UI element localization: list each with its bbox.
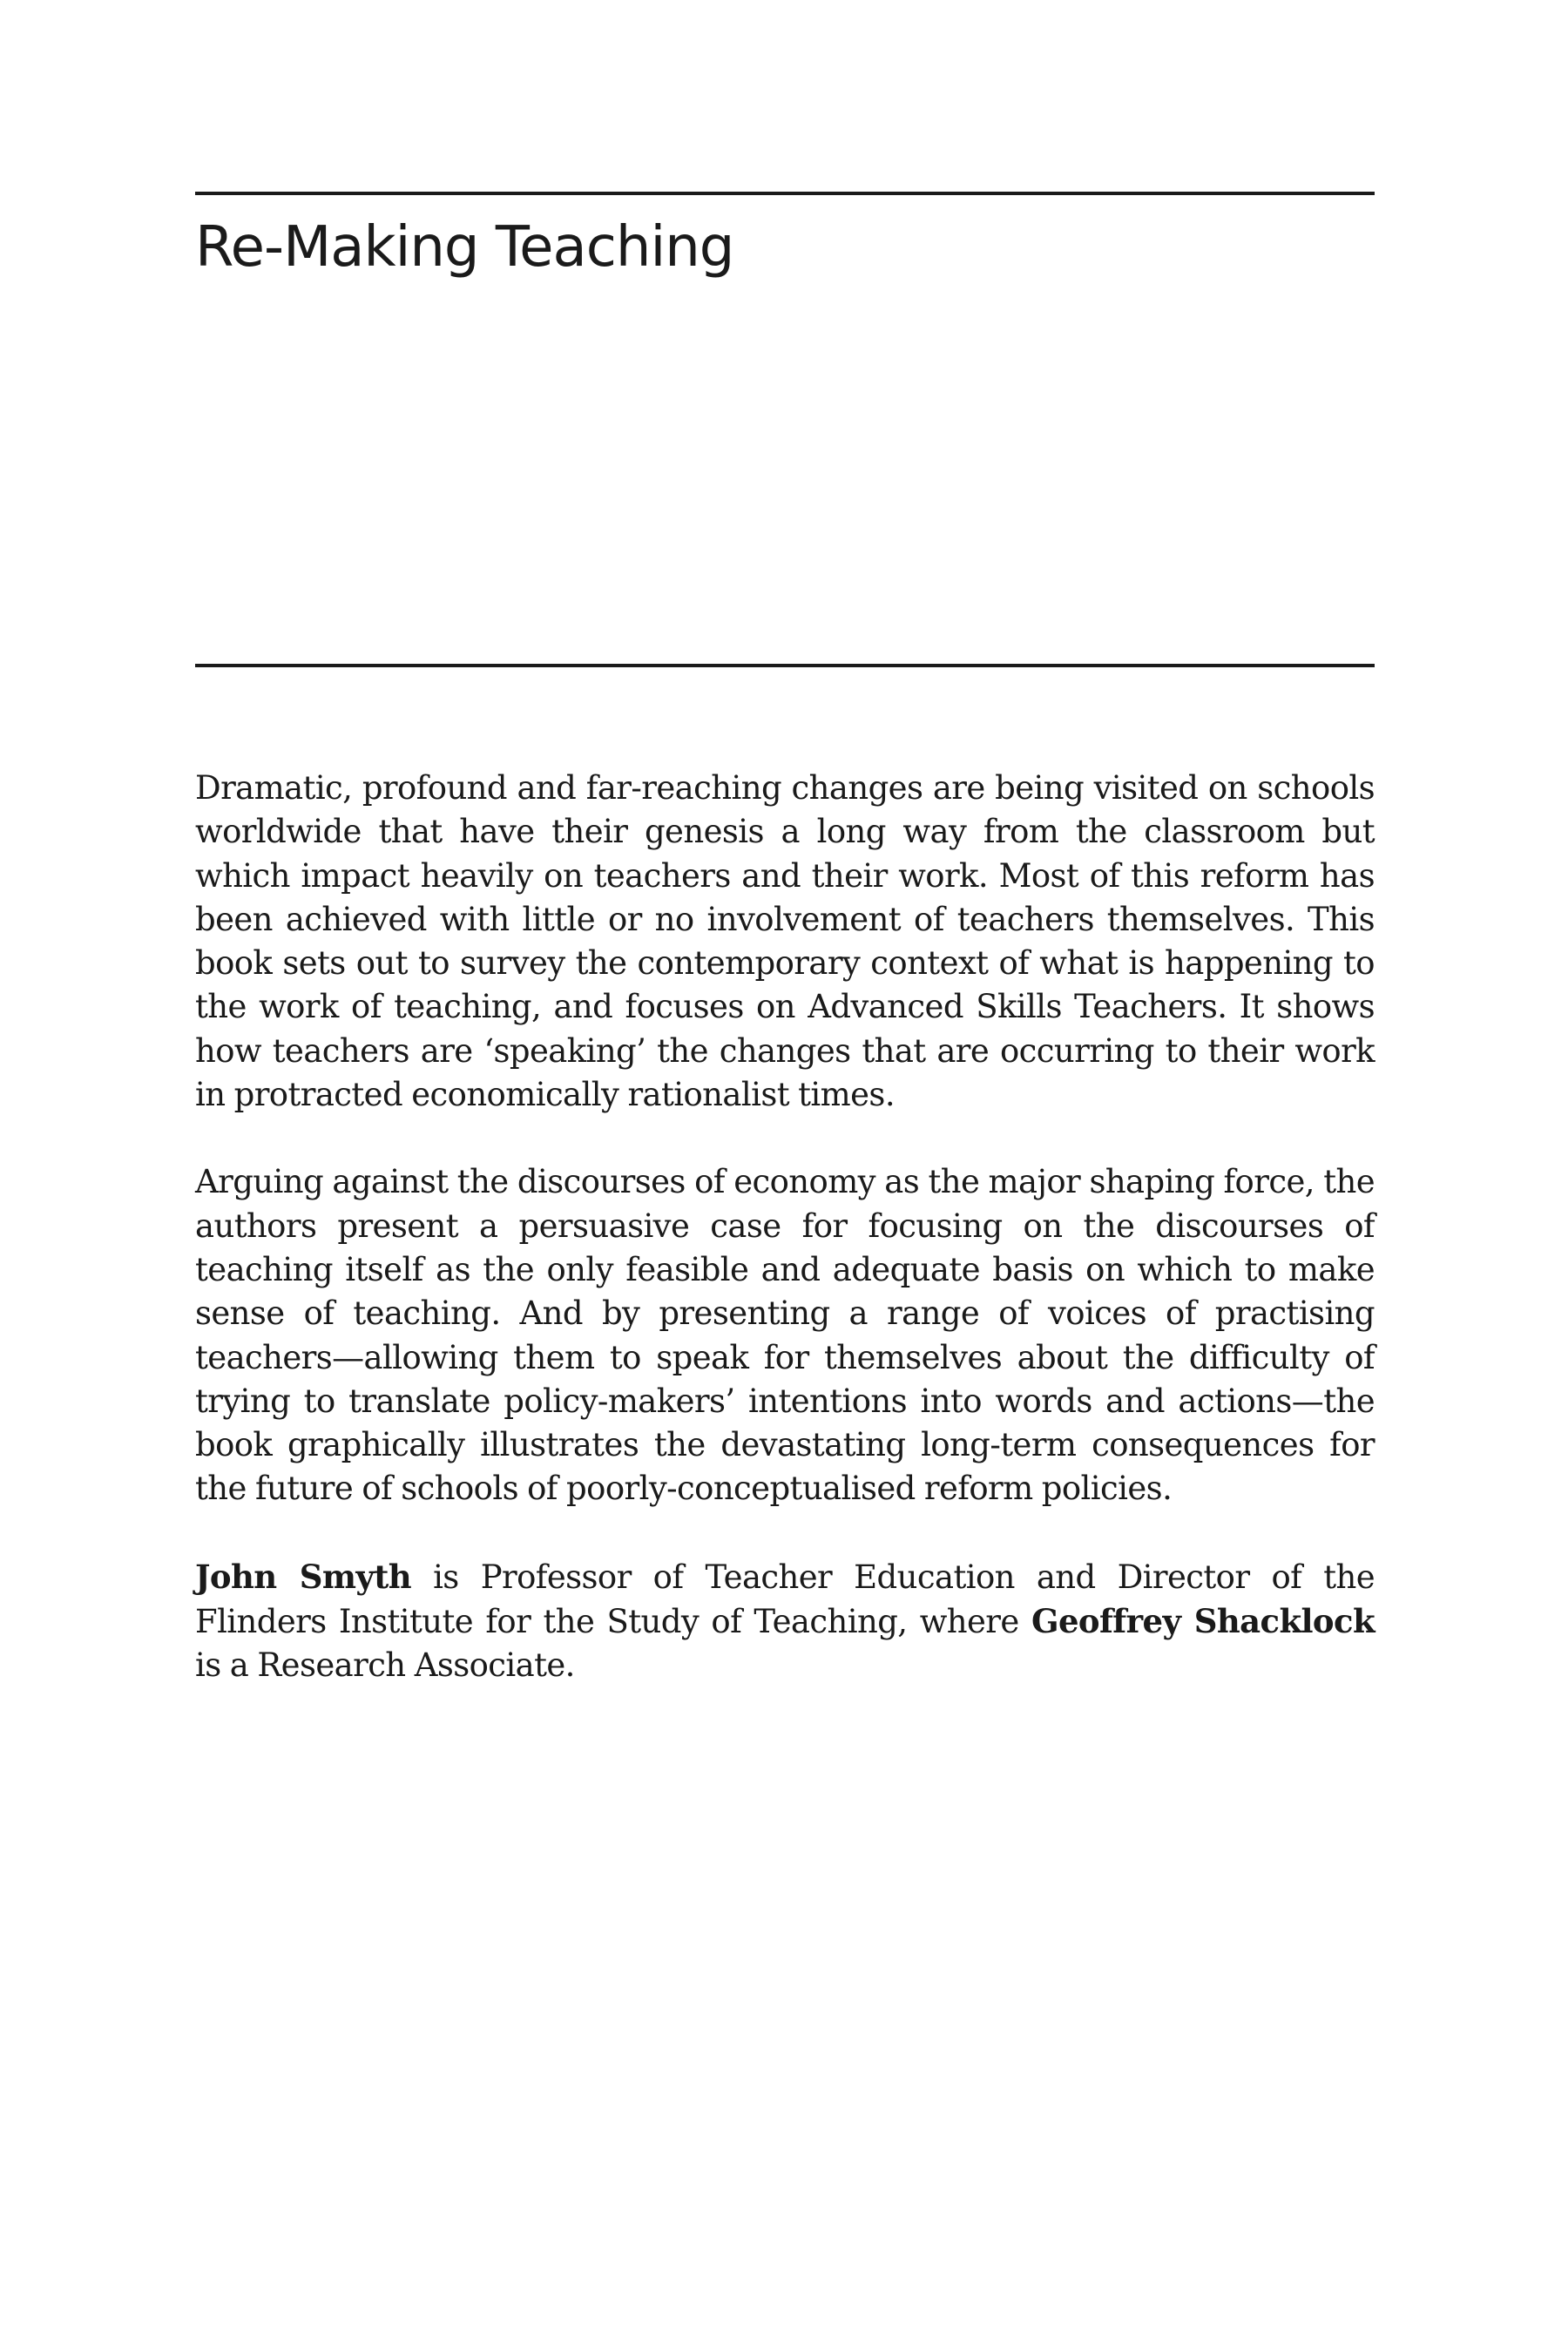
book-description — [195, 767, 1375, 1732]
author-bio — [195, 1555, 1375, 1688]
author-bio-text-1: is Professor of Teacher Education and Director of the Flinders Institute for the Study of Teaching, where — [195, 1558, 1375, 1641]
author-name-1: John Smyth — [195, 1557, 412, 1596]
description-paragraph-1: Dramatic, profound and far-reaching changes are being visited on schools worldwide that have their genesis a long way from the classroom but which impact heavily on teachers and their work. Most of this reform has been achieved with little or no involvement of teachers themselves. This book sets out to survey the contemporary context of what is happening to the work of teaching, and focuses on Advanced Skills Teachers. It shows how teachers are ‘speaking’ the changes that are occurring to their work in protracted economically rationalist times. — [195, 769, 1375, 1114]
description-paragraph-2: Arguing against the discourses of economy as the major shaping force, the authors present a persuasive case for focusing on the discourses of teaching itself as the only feasible and adequate basis on which to make sense of teaching. And by presenting a range of voices of practising teachers—allowing them to speak for themselves about the difficulty of trying to translate policy-makers’ intentions into words and actions—the book graphically illustrates the devastating long-term consequences for the future of schools of poorly-conceptualised reform policies. — [195, 1163, 1375, 1508]
middle-rule — [195, 664, 1375, 667]
page-title: Re-Making Teaching — [195, 215, 734, 280]
top-rule — [195, 192, 1375, 195]
author-name-2: Geoffrey Shacklock — [1031, 1602, 1375, 1641]
author-bio-text-2: is a Research Associate. — [195, 1646, 575, 1685]
